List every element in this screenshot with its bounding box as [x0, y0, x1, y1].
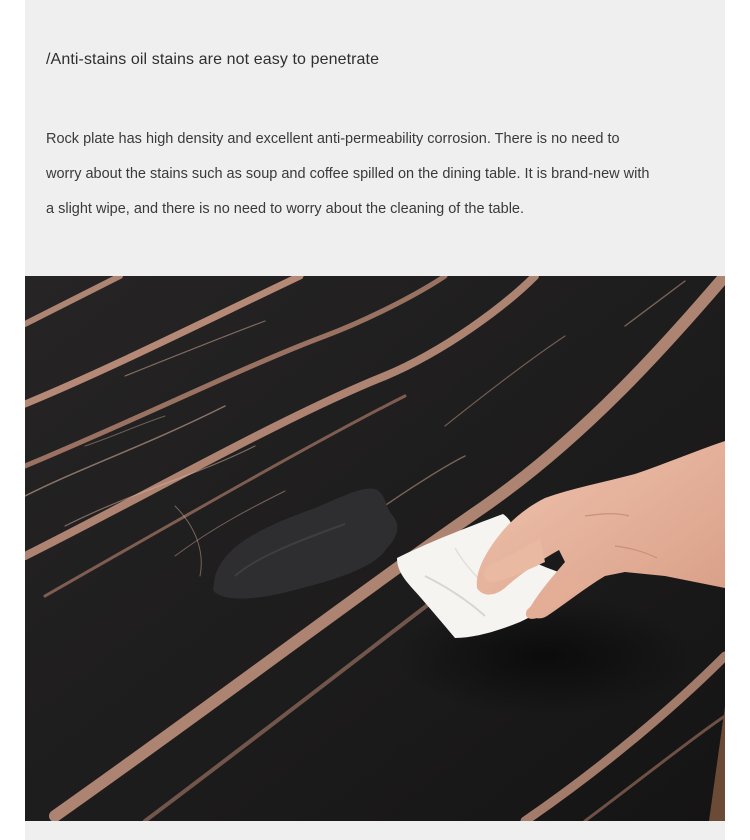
description-line: Rock plate has high density and excellent anti-permeability corrosion. There is no need to: [46, 131, 620, 147]
description-line: a slight wipe, and there is no need to worry about the cleaning of the table.: [46, 201, 525, 217]
product-photo: [25, 276, 725, 821]
section-heading: /Anti-stains oil stains are not easy to penetrate: [46, 51, 380, 68]
marble-table-illustration: [25, 276, 725, 821]
description-line: worry about the stains such as soup and coffee spilled on the dining table. It is brand-new with: [46, 166, 650, 182]
section-description: [46, 122, 686, 227]
